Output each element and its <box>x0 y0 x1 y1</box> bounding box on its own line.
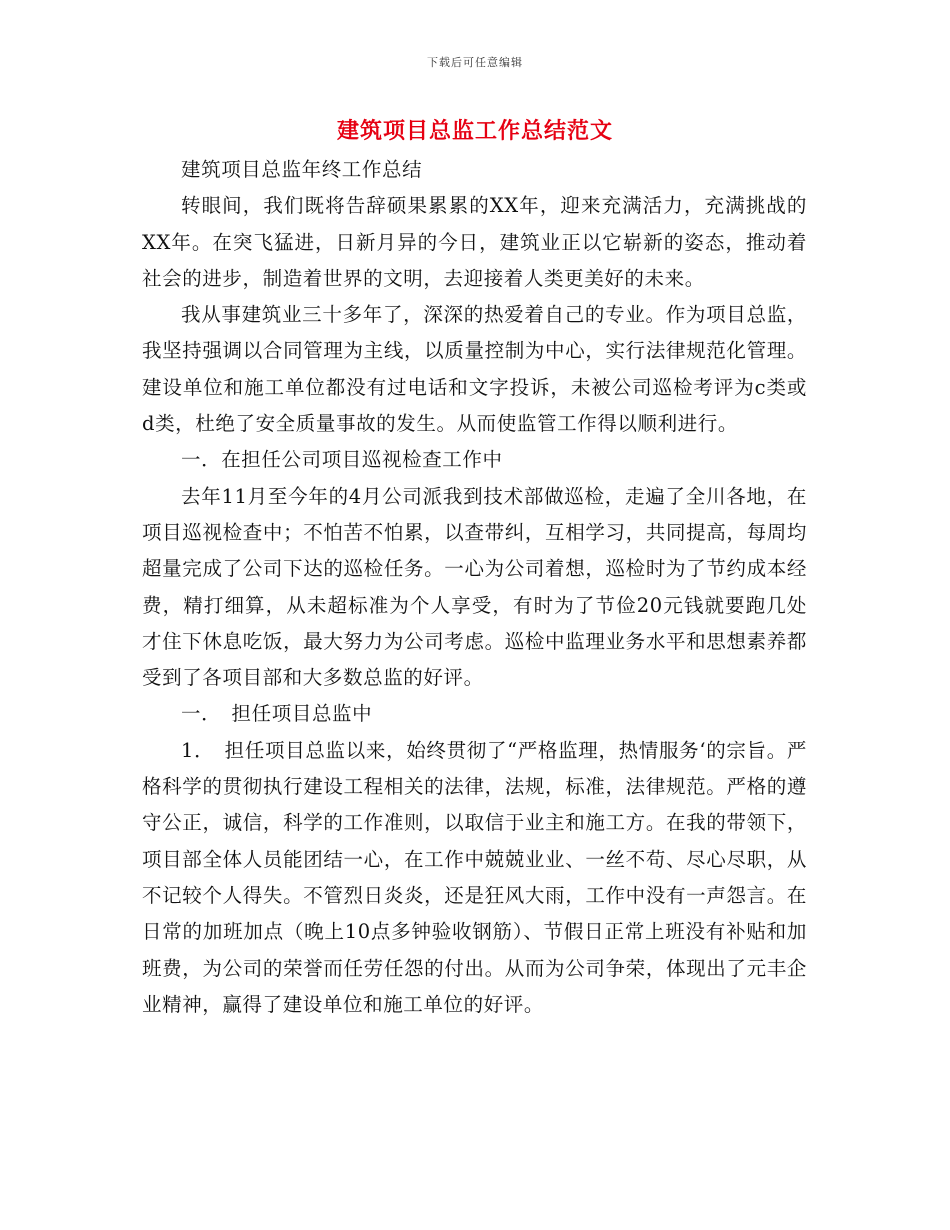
section-heading-inspection: 一．在担任公司项目巡视检查工作中 <box>181 448 503 472</box>
paragraph-career: 我从事建筑业三十多年了，深深的热爱着自己的专业。作为项目总监，我坚持强调以合同管理为主线，以质量控制为中心，实行法律规范化管理。建设单位和施工单位都没有过电话和文字投诉，未被公司巡检考评为c类或d类，杜绝了安全质量事故的发生。从而使监管工作得以顺利进行。 <box>142 303 807 436</box>
subtitle-paragraph: 建筑项目总监年终工作总结 <box>181 158 423 181</box>
section-heading-director: 一． 担任项目总监中 <box>181 702 373 726</box>
header-note: 下载后可任意编辑 <box>427 56 523 69</box>
paragraph-director: 1． 担任项目总监以来，始终贯彻了“严格监理，热情服务‘的宗旨。严格科学的贯彻执行建设工程相关的法律，法规，标准，法律规范。严格的遵守公正，诚信，科学的工作准则，以取信于业主和施工方。在我的带领下，项目部全体人员能团结一心，在工作中兢兢业业、一丝不苟、尽心尽职，从不记较个人得失。不管烈日炎炎，还是狂风大雨，工作中没有一声怨言。在日常的加班加点（晚上10点多钟验收钢筋）、节假日正常上班没有补贴和加班费，为公司的荣誉而任劳任怨的付出。从而为公司争荣，体现出了元丰企业精神，赢得了建设单位和施工单位的好评。 <box>142 738 807 1016</box>
paragraph-intro: 转眼间，我们既将告辞硕果累累的XX年，迎来充满活力，充满挑战的XX年。在突飞猛进，日新月异的今日，建筑业正以它崭新的姿态，推动着社会的进步，制造着世界的文明，去迎接着人类更美好的未来。 <box>142 194 807 290</box>
document-body <box>142 152 807 1023</box>
document-title: 建筑项目总监工作总结范文 <box>336 118 613 144</box>
paragraph-inspection: 去年11月至今年的4月公司派我到技术部做巡检，走遍了全川各地，在项目巡视检查中；不怕苦不怕累，以查带纠，互相学习，共同提高，每周均超量完成了公司下达的巡检任务。一心为公司着想，巡检时为了节约成本经费，精打细算，从未超标准为个人享受，有时为了节俭20元钱就要跑几处才住下休息吃饭，最大努力为公司考虑。巡检中监理业务水平和思想素养都受到了各项目部和大多数总监的好评。 <box>142 484 807 690</box>
